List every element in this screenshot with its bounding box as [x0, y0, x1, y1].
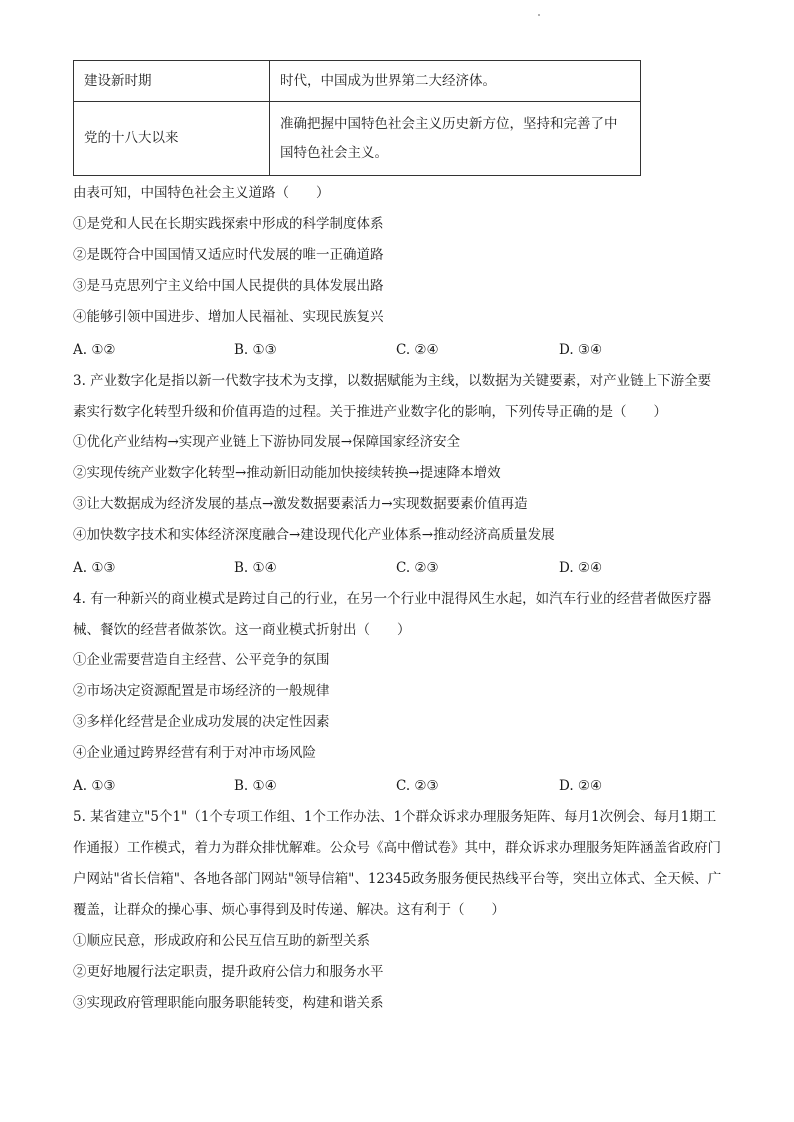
answer-statement: ①优化产业结构→实现产业链上下游协同发展→保障国家经济安全	[73, 434, 461, 450]
question-stem: 3. 产业数字化是指以新一代数字技术为支撑，以数据赋能为主线，以数据为关键要素，对产业链上下游全要素实行数字化转型升级和价值再造的过程。关于推进产业数字化的影响，下列传导正确的是（ ）	[73, 373, 712, 420]
answer-statement: ④企业通过跨界经营有利于对冲市场风险	[73, 745, 316, 761]
question-stem: 4. 有一种新兴的商业模式是跨过自己的行业，在另一个行业中混得风生水起，如汽车行业的经营者做医疗器械、餐饮的经营者做茶饮。这一商业模式折射出（ ）	[73, 591, 712, 638]
answer-statement: ③多样化经营是企业成功发展的决定性因素	[73, 714, 330, 730]
period-cell: 建设新时期	[74, 61, 270, 102]
question-stem: 5. 某省建立"5个1"（1个专项工作组、1个工作办法、1个群众诉求办理服务矩阵、每月1次例会、每月1期工作通报）工作模式，着力为群众排忧解难。公众号《高中僧试卷》其中，群众诉求办理服务矩阵涵盖省政府门户网站"省长信箱"、各地各部门网站"领导信箱"、12345政务服务便民热线平台等，突出立体式、全天候、广覆盖，让群众的操心事、烦心事得到及时传递、解决。这有利于（ ）	[73, 809, 722, 918]
answer-statement: ②更好地履行法定职责，提升政府公信力和服务水平	[73, 964, 384, 980]
choice-d: D. ③④	[559, 342, 603, 358]
content-cell: 准确把握中国特色社会主义历史新方位，坚持和完善了中国特色社会主义。	[270, 102, 641, 176]
choice-d: D. ②④	[559, 560, 603, 576]
answer-statement: ②是既符合中国国情又适应时代发展的唯一正确道路	[73, 247, 384, 263]
table-row	[74, 61, 641, 102]
answer-statement: ③是马克思列宁主义给中国人民提供的具体发展出路	[73, 278, 384, 294]
answer-statement: ①是党和人民在长期实践探索中形成的科学制度体系	[73, 216, 384, 232]
answer-statement: ④能够引领中国进步、增加人民福祉、实现民族复兴	[73, 309, 384, 325]
choice-row	[73, 776, 723, 796]
choice-row	[73, 340, 723, 360]
page-mark	[538, 14, 540, 16]
answer-statement: ②实现传统产业数字化转型→推动新旧动能加快接续转换→提速降本增效	[73, 465, 501, 481]
period-cell: 党的十八大以来	[74, 102, 270, 176]
answer-statement: ①企业需要营造自主经营、公平竞争的氛围	[73, 652, 330, 668]
choice-row	[73, 558, 723, 578]
choice-a: A. ①③	[73, 560, 116, 576]
content-cell: 时代，中国成为世界第二大经济体。	[270, 61, 641, 102]
choice-b: B. ①④	[234, 560, 277, 576]
choice-d: D. ②④	[559, 778, 603, 794]
answer-statement: ②市场决定资源配置是市场经济的一般规律	[73, 683, 330, 699]
choice-c: C. ②③	[396, 778, 439, 794]
answer-statement: ③让大数据成为经济发展的基点→激发数据要素活力→实现数据要素价值再造	[73, 496, 528, 512]
history-table	[73, 60, 641, 176]
choice-b: B. ①④	[234, 778, 277, 794]
answer-statement: ①顺应民意，形成政府和公民互信互助的新型关系	[73, 933, 370, 949]
answer-statement: ③实现政府管理职能向服务职能转变，构建和谐关系	[73, 995, 384, 1011]
choice-a: A. ①②	[73, 342, 116, 358]
choice-b: B. ①③	[234, 342, 277, 358]
choice-c: C. ②④	[396, 342, 439, 358]
answer-statement: ④加快数字技术和实体经济深度融合→建设现代化产业体系→推动经济高质量发展	[73, 527, 555, 543]
table-row	[74, 102, 641, 176]
choice-c: C. ②③	[396, 560, 439, 576]
choice-a: A. ①③	[73, 778, 116, 794]
question-stem: 由表可知，中国特色社会主义道路（ ）	[73, 185, 330, 201]
